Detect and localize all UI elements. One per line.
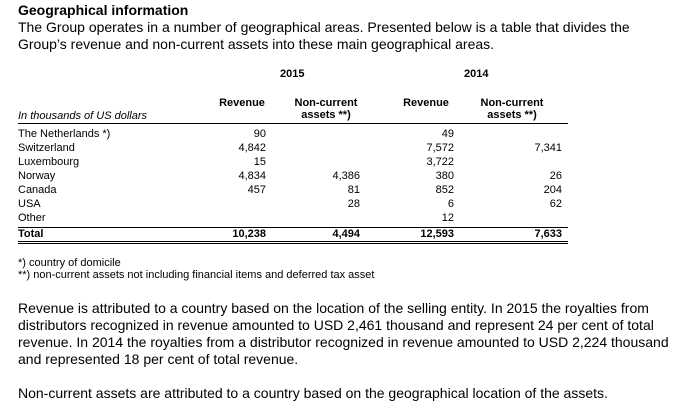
revenue-2014-cell: 12 (441, 212, 454, 224)
assets-2014-cell: 26 (549, 170, 562, 182)
revenue-2014-cell: 6 (447, 198, 454, 210)
revenue-2014-cell: 3,722 (426, 156, 454, 168)
intro-text: The Group operates in a number of geographical areas. Presented below is a table that divides the Group’s revenue and non-current assets into these main geographical areas. (18, 19, 630, 52)
assets-2015-cell: 28 (347, 198, 360, 210)
table-row (18, 142, 568, 154)
row-label: Luxembourg (18, 156, 80, 168)
revenue-2014-cell: 7,572 (426, 142, 454, 154)
table-row (18, 128, 568, 140)
revenue-2015-cell: 15 (253, 156, 266, 168)
revenue-paragraph: Revenue is attributed to a country based on the location of the selling entity. In 2015 the royalties from distributors recognized in revenue amounted to USD 2,461 thousand and represent 24 per cent of total revenue. In 2014 the royalties from a distributor recognized in revenue amounted to USD 2,224 thousand and represented 18 per cent of total revenue. (18, 300, 669, 367)
section-heading: Geographical information (18, 2, 189, 18)
revenue-2015-cell: 4,842 (238, 142, 266, 154)
unit-label: In thousands of US dollars (18, 110, 148, 122)
revenue-2014-cell: 49 (441, 128, 454, 140)
total-label: Total (18, 228, 44, 240)
row-label: USA (18, 198, 41, 210)
year-2015-header: 2015 (280, 68, 305, 80)
year-2014-header: 2014 (464, 68, 489, 80)
revenue-2015-cell: 457 (247, 184, 266, 196)
total-assets-2015: 4,494 (332, 228, 360, 240)
total-row (18, 228, 568, 240)
assets-2014-header: Non-current assets **) (480, 97, 544, 121)
table-row (18, 198, 568, 210)
assets-2015-header: Non-current assets **) (294, 97, 358, 121)
revenue-2015-header: Revenue (219, 97, 265, 109)
table-row (18, 184, 568, 196)
revenue-2014-cell: 852 (435, 184, 454, 196)
header-rule (18, 123, 568, 124)
assets-2014-cell: 204 (543, 184, 562, 196)
revenue-2015-cell: 90 (253, 128, 266, 140)
assets-2014-cell: 7,341 (534, 142, 562, 154)
table-row (18, 156, 568, 168)
assets-2015-cell: 4,386 (332, 170, 360, 182)
row-label: The Netherlands *) (18, 128, 111, 140)
revenue-2014-header: Revenue (403, 97, 449, 109)
revenue-2015-cell: 4,834 (238, 170, 266, 182)
row-label: Norway (18, 170, 56, 182)
row-label: Other (18, 212, 46, 224)
assets-paragraph: Non-current assets are attributed to a country based on the geographical location of the assets. (18, 385, 608, 401)
total-bottom-rule-1 (18, 241, 568, 242)
assets-2015-cell: 81 (347, 184, 360, 196)
total-assets-2014: 7,633 (534, 228, 562, 240)
footnote-assets: **) non-current assets not including financial items and deferred tax asset (18, 269, 375, 281)
total-revenue-2014: 12,593 (420, 228, 454, 240)
total-revenue-2015: 10,238 (232, 228, 266, 240)
table-row (18, 170, 568, 182)
row-label: Switzerland (18, 142, 75, 154)
footnote-domicile: *) country of domicile (18, 257, 121, 269)
table-row (18, 212, 568, 224)
revenue-2014-cell: 380 (435, 170, 454, 182)
assets-2014-cell: 62 (549, 198, 562, 210)
total-bottom-rule-2 (18, 243, 568, 244)
row-label: Canada (18, 184, 57, 196)
